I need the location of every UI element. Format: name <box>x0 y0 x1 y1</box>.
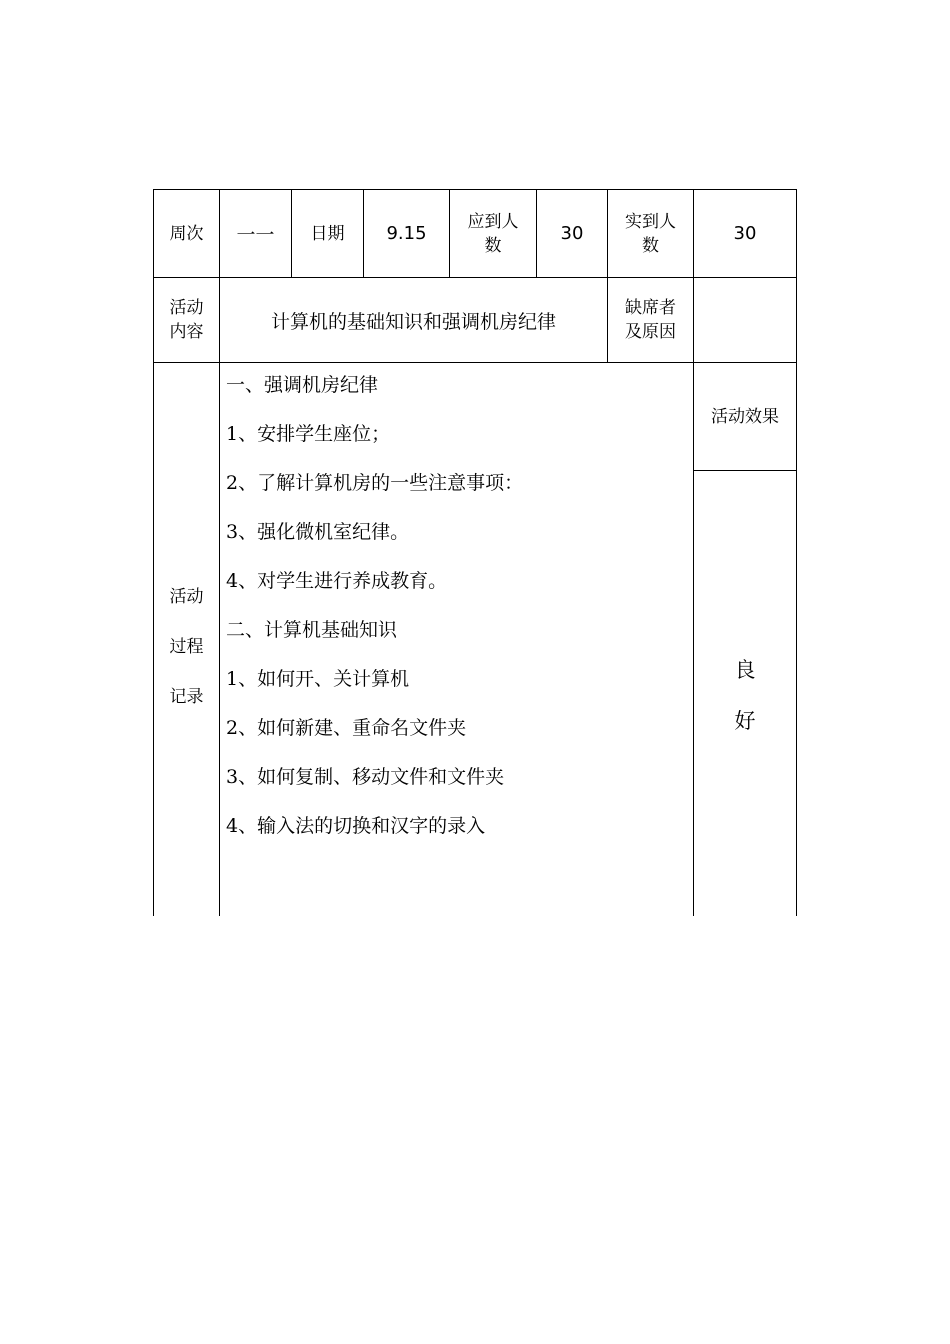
expected-attendance-value: 30 <box>560 222 584 244</box>
table-border-right <box>796 189 797 916</box>
absent-label-line2: 及原因 <box>625 322 676 342</box>
process-line: 一、强调机房纪律 <box>226 374 379 396</box>
effect-value-line1: 良 <box>734 658 756 682</box>
process-line: 2、如何新建、重命名文件夹 <box>226 717 467 739</box>
date-label: 日期 <box>310 223 345 244</box>
absent-value <box>694 278 796 362</box>
process-label-line3: 记录 <box>169 687 204 707</box>
absent-label <box>608 278 693 362</box>
effect-cell-divider <box>693 470 797 471</box>
content-value: 计算机的基础知识和强调机房纪律 <box>270 310 556 333</box>
process-label-line1: 活动 <box>169 587 204 607</box>
process-line: 3、强化微机室纪律。 <box>226 521 410 543</box>
process-line: 1、安排学生座位； <box>226 423 391 445</box>
process-line: 3、如何复制、移动文件和文件夹 <box>226 766 505 788</box>
week-label: 周次 <box>169 223 204 244</box>
process-line: 2、了解计算机房的一些注意事项： <box>226 472 524 494</box>
content-label <box>154 278 219 362</box>
process-line: 二、计算机基础知识 <box>226 619 398 641</box>
absent-label-line1: 缺席者 <box>625 298 676 318</box>
process-label-line2: 过程 <box>169 637 204 657</box>
process-record-list <box>226 368 686 858</box>
actual-label-line1: 实到人 <box>625 211 676 232</box>
process-line: 1、如何开、关计算机 <box>226 668 410 690</box>
effect-value-line2: 好 <box>734 709 756 733</box>
actual-label-line2: 数 <box>642 235 659 256</box>
process-line: 4、对学生进行养成教育。 <box>226 570 448 592</box>
expected-label-line1: 应到人 <box>467 211 519 232</box>
actual-attendance-label <box>608 190 693 277</box>
content-label-line2: 内容 <box>169 322 204 342</box>
content-label-line1: 活动 <box>169 298 204 318</box>
date-value: 9.15 <box>386 222 427 244</box>
process-line: 4、输入法的切换和汉字的录入 <box>226 815 486 837</box>
effect-label: 活动效果 <box>711 406 779 427</box>
week-value: 一一 <box>236 224 275 246</box>
expected-attendance-label <box>450 190 536 277</box>
expected-label-line2: 数 <box>484 235 502 256</box>
actual-attendance-value: 30 <box>733 222 757 244</box>
process-label <box>154 363 219 916</box>
